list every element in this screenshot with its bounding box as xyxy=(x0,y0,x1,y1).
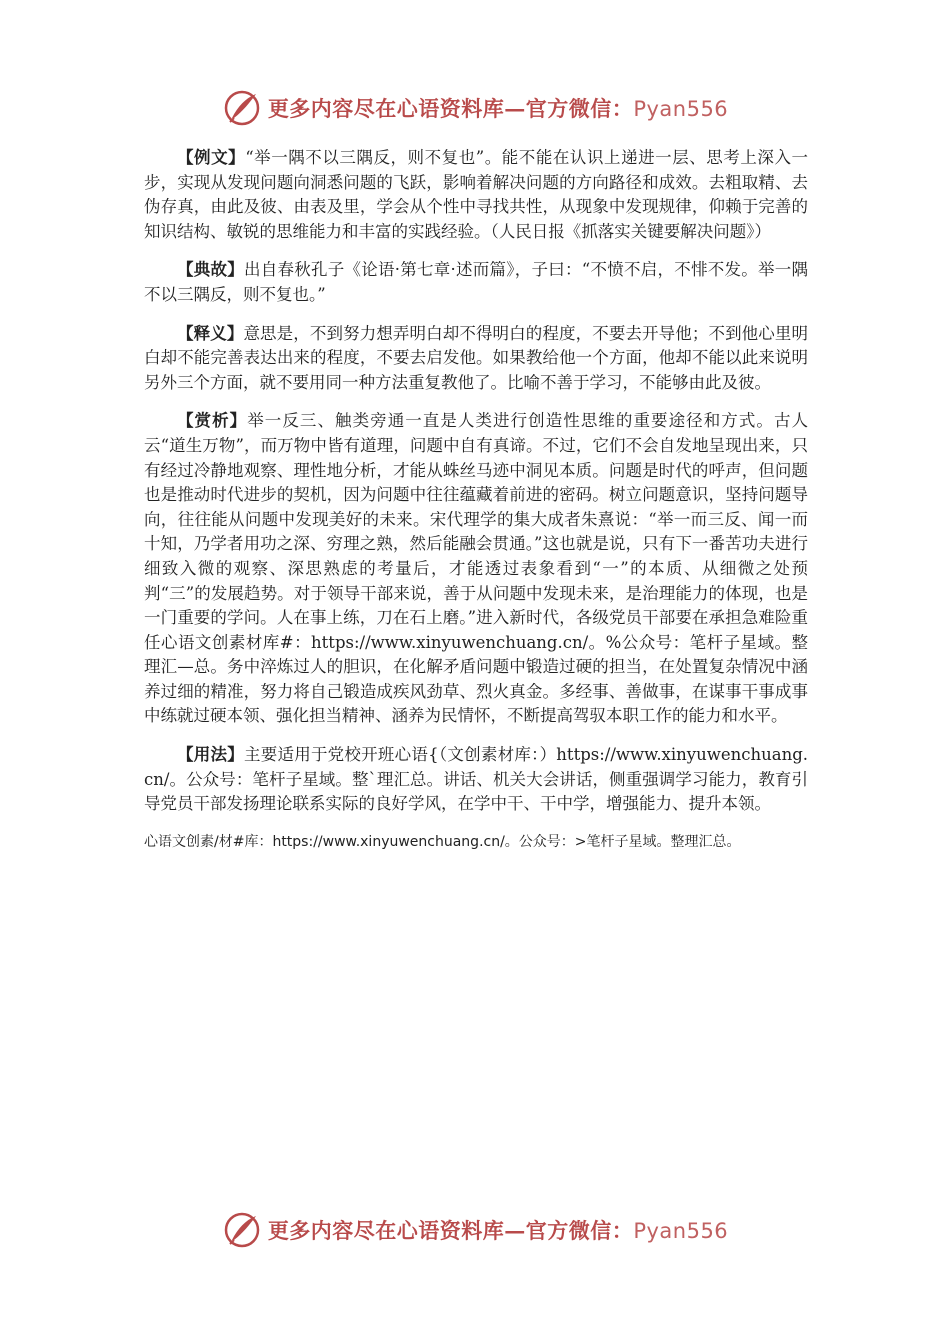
section-text: 出自春秋孔子《论语·第七章·述而篇》，子曰：“不愤不启，不悱不发。举一隅不以三隅反，则不复也。” xyxy=(144,260,808,304)
section-appreciation xyxy=(144,409,808,729)
section-meaning xyxy=(144,322,808,396)
wechat-id: Pyan556 xyxy=(633,1219,729,1243)
section-tag: 【赏析】 xyxy=(177,411,248,431)
footer-banner xyxy=(0,1208,950,1252)
source-note: （人民日报《抓落实关键要解决问题》） xyxy=(490,221,771,241)
banner-text: 更多内容尽在心语资料库—官方微信：Pyan556 xyxy=(267,1218,729,1243)
header-banner xyxy=(0,86,950,130)
section-tag: 【典故】 xyxy=(177,260,245,280)
quill-pen-icon xyxy=(222,88,262,128)
section-tag: 【用法】 xyxy=(177,745,244,765)
wechat-id: Pyan556 xyxy=(633,97,729,121)
section-allusion xyxy=(144,258,808,307)
section-example xyxy=(144,146,808,244)
footer-note: 心语文创素/材#库：https://www.xinyuwenchuang.cn/。公众号：>笔杆子星域。整理汇总。 xyxy=(144,833,741,850)
section-tag: 【释义】 xyxy=(177,323,244,343)
banner-text: 更多内容尽在心语资料库—官方微信：Pyan556 xyxy=(267,96,729,121)
document-body xyxy=(144,146,808,853)
section-tag: 【例文】 xyxy=(177,148,246,167)
quill-pen-icon xyxy=(222,1210,262,1250)
section-usage xyxy=(144,743,808,817)
section-text: 举一反三、触类旁通一直是人类进行创造性思维的重要途径和方式。古人云“道生万物”，而万物中皆有道理，问题中自有真谛。不过，它们不会自发地呈现出来，只有经过冷静地观察、理性地分析，才能从蛛丝马迹中洞见本质。问题是时代的呼声，但问题也是推动时代进步的契机，因为问题中往往蕴藏着前进的密码。树立问题意识，坚持问题导向，往往能从问题中发现美好的未来。宋代理学的集大成者朱熹说：“举一而三反、闻一而十知，乃学者用功之深、穷理之熟，然后能融会贯通。”这也就是说，只有下一番苦功夫进行细致入微的观察、深思熟虑的考量后，才能透过表象看到“一”的本质、从细微之处预判“三”的发展趋势。对于领导干部来说，善于从问题中发现未来，是治理能力的体现，也是一门重要的学问。人在事上练，刀在石上磨。”进入新时代，各级党员干部要在承担急难险重任心语文创素材库#：https://www.xinyuwenchuang.cn/。%公众号：笔杆子星域。整理汇—总。务中淬炼过人的胆识，在化解矛盾问题中锻造过硬的担当，在处置复杂情况中涵养过细的精准，努力将自己锻造成疾风劲草、烈火真金。多经事、善做事，在谋事干事成事中练就过硬本领、强化担当精神、涵养为民情怀，不断提高驾驭本职工作的能力和水平。 xyxy=(144,411,809,726)
section-text: “举一隅不以三隅反，则不复也”。能不能在认识上递进一层、思考上深入一步，实现从发现问题向洞悉问题的飞跃，影响着解决问题的方向路径和成效。去粗取精、去伪存真，由此及彼、由表及里，学会从个性中寻找共性，从现象中发现规律，仰赖于完善的知识结构、敏锐的思维能力和丰富的实践经验。 xyxy=(144,148,809,241)
section-text: 主要适用于党校开班心语{（文创素材库：）https://www.xinyuwenchuang.cn/。公众号：笔杆子星域。整`理汇总。讲话、机关大会讲话，侧重强调学习能力，教育引导党员干部发扬理论联系实际的良好学风，在学中干、干中学，增强能力、提升本领。 xyxy=(144,745,808,814)
section-text: 意思是，不到努力想弄明白却不得明白的程度，不要去开导他；不到他心里明白却不能完善表达出来的程度，不要去启发他。如果教给他一个方面，他却不能以此来说明另外三个方面，就不要用同一种方法重复教他了。比喻不善于学习，不能够由此及彼。 xyxy=(144,323,809,392)
